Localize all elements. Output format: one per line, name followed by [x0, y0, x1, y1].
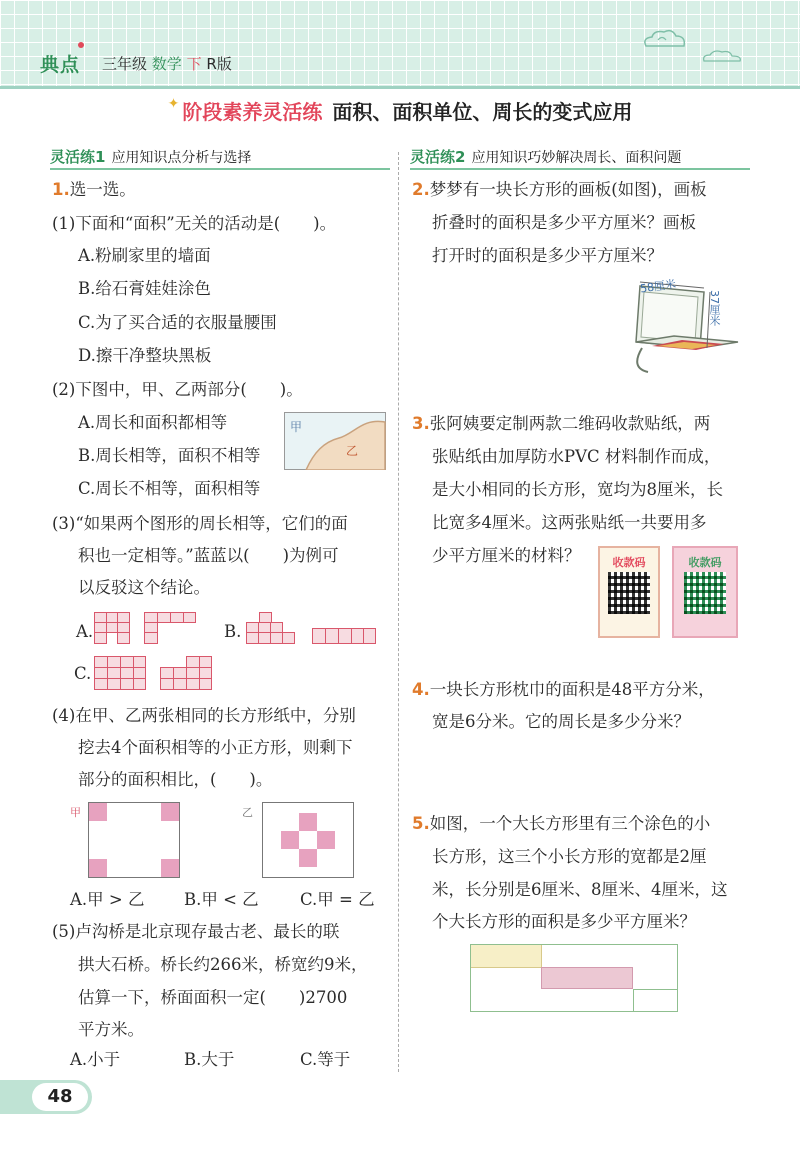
sticker-label: 收款码: [612, 556, 646, 569]
question-line: 张贴纸由加厚防水PVC 材料制作而成，: [432, 447, 721, 466]
question-line: 宽是6分米。它的周长是多少分米？: [432, 712, 690, 731]
sub3-line: 积也一定相等。”蓝蓝以( )为例可: [78, 546, 339, 565]
shape-b1: [246, 612, 296, 644]
question-line: 张阿姨要定制两款二维码收款贴纸，两: [429, 414, 711, 433]
option-text: B.周长相等，面积不相等: [78, 446, 261, 465]
series-logo: 典点: [40, 54, 81, 76]
left-section-header: [50, 146, 251, 167]
right-section-header: [410, 146, 681, 167]
header-divider: [0, 86, 800, 89]
question-number: 5.: [412, 814, 430, 833]
question-1: [52, 180, 136, 200]
left-section-tag: 灵活练1: [50, 148, 106, 166]
question-line: 一块长方形枕巾的面积是48平方分米，: [429, 680, 715, 699]
term-label: 下: [186, 55, 202, 73]
question-text: 选一选。: [69, 180, 136, 199]
shape-c1: [94, 656, 146, 690]
question-line: 比宽多4厘米。这两张贴纸一共要用多: [432, 513, 707, 532]
shape-a2: [144, 612, 196, 644]
option-text: D.擦干净整块黑板: [78, 346, 212, 365]
qr-code-icon: [684, 572, 726, 614]
title-main: 面积、面积单位、周长的变式应用: [332, 100, 633, 124]
question-3: [412, 414, 710, 434]
option-text: C.为了买合适的衣服量腰围: [78, 313, 277, 332]
option-text: B.大于: [184, 1050, 235, 1069]
option-text: C.等于: [300, 1050, 351, 1069]
logo-dot: [78, 42, 84, 48]
sub3-line: 以反驳这个结论。: [78, 578, 210, 597]
shape-c2: [160, 656, 212, 690]
sub5-line: 平方米。: [78, 1020, 144, 1039]
option-a-label: A.: [76, 622, 94, 641]
question-line: 打开时的面积是多少平方厘米？: [432, 246, 663, 265]
option-text: C.甲 = 乙: [300, 890, 375, 909]
column-divider: [398, 152, 399, 1072]
fig-label-jia: 甲: [70, 806, 81, 819]
option-text: A.小于: [70, 1050, 121, 1069]
question-line: 梦梦有一块长方形的画板(如图)，画板: [429, 180, 707, 199]
cloud-icon: [700, 48, 744, 64]
fig-label-yi: 乙: [346, 444, 359, 458]
paper-jia: [88, 802, 180, 878]
sub5-line: 估算一下，桥面面积一定( )2700: [78, 988, 348, 1007]
question-line: 少平方厘米的材料？: [432, 546, 581, 565]
sub2-stem: (2)下图中，甲、乙两部分( )。: [52, 380, 303, 399]
dimension-width-label: 58厘米: [639, 277, 677, 296]
qr-code-icon: [608, 572, 650, 614]
question-line: 米，长分别是6厘米、8厘米、4厘米，这: [432, 880, 728, 899]
left-section-underline: [50, 168, 390, 170]
large-rectangle-figure: [470, 944, 678, 1012]
question-line: 个大长方形的面积是多少平方厘米？: [432, 912, 696, 931]
question-line: 长方形，这三个小长方形的宽都是2厘: [432, 847, 707, 866]
small-rect-2: [541, 967, 633, 989]
option-text: C.周长不相等，面积相等: [78, 479, 261, 498]
option-text: A.周长和面积都相等: [78, 413, 228, 432]
right-section-tag: 灵活练2: [410, 148, 466, 166]
question-number: 3.: [412, 414, 430, 433]
cloud-icon: [640, 28, 690, 50]
small-rect-3: [633, 989, 677, 1011]
sub1-stem: (1)下面和“面积”无关的活动是( )。: [52, 214, 337, 233]
edition-label: R版: [206, 55, 232, 73]
fig-label-jia: 甲: [290, 420, 303, 434]
page-number: 48: [32, 1083, 88, 1111]
page-title: [0, 96, 800, 125]
right-section-title: 应用知识巧妙解决周长、面积问题: [471, 150, 682, 166]
question-2: [412, 180, 707, 200]
question-4: [412, 680, 715, 700]
sub5-line: 拱大石桥。桥长约266米，桥宽约9米，: [78, 955, 368, 974]
option-text: A.粉刷家里的墙面: [78, 246, 211, 265]
question-number: 1.: [52, 180, 70, 199]
question-number: 2.: [412, 180, 430, 199]
fig-label-yi: 乙: [242, 806, 253, 819]
question-5: [412, 814, 710, 834]
qr-sticker-2: [672, 546, 738, 638]
drawing-board-figure: [612, 272, 744, 380]
sparkle-icon: ✦: [167, 96, 180, 112]
option-c-label: C.: [74, 664, 92, 683]
option-b-label: B.: [224, 622, 242, 641]
question-line: 如图，一个大长方形里有三个涂色的小: [429, 814, 711, 833]
question-line: 是大小相同的长方形，宽均为8厘米，长: [432, 480, 723, 499]
sub4-line: 挖去4个面积相等的小正方形，则剩下: [78, 738, 353, 757]
sub4-line: (4)在甲、乙两张相同的长方形纸中，分别: [52, 706, 356, 725]
qr-sticker-1: [598, 546, 660, 638]
option-text: B.甲 < 乙: [184, 890, 259, 909]
subject-label: 数学: [151, 55, 182, 73]
dimension-height-label: 37厘米: [708, 290, 721, 326]
series-label: [102, 53, 232, 74]
option-text: B.给石膏娃娃涂色: [78, 279, 211, 298]
title-highlight: 阶段素养灵活练: [182, 100, 323, 124]
sub3-line: (3)“如果两个图形的周长相等，它们的面: [52, 514, 348, 533]
sticker-label: 收款码: [688, 556, 722, 569]
question-number: 4.: [412, 680, 430, 699]
shape-b2: [312, 628, 376, 644]
sub4-line: 部分的面积相比，( )。: [78, 770, 273, 789]
grade-label: 三年级: [102, 55, 148, 73]
question-line: 折叠时的面积是多少平方厘米？画板: [432, 213, 696, 232]
left-section-title: 应用知识点分析与选择: [111, 150, 252, 166]
sub5-line: (5)卢沟桥是北京现存最古老、最长的联: [52, 922, 340, 941]
option-text: A.甲 > 乙: [70, 890, 145, 909]
shape-a1: [94, 612, 130, 644]
paper-yi: [262, 802, 354, 878]
small-rect-1: [471, 945, 542, 968]
right-section-underline: [410, 168, 750, 170]
